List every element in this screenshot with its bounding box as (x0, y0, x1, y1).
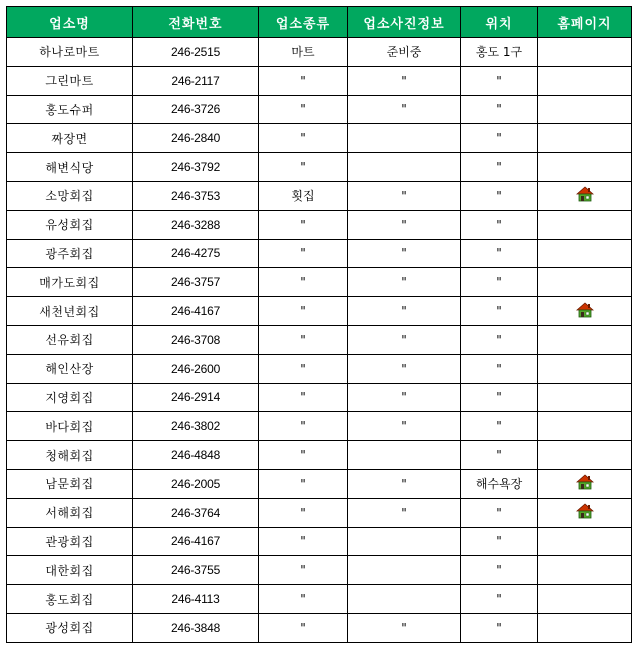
photo-cell: " (348, 613, 461, 642)
name-cell: 그린마트 (7, 66, 133, 95)
photo-cell: " (348, 412, 461, 441)
photo-cell: 준비중 (348, 38, 461, 67)
name-cell: 하나로마트 (7, 38, 133, 67)
type-cell: " (259, 325, 348, 354)
photo-cell: " (348, 354, 461, 383)
homepage-cell (538, 239, 632, 268)
location-cell: " (461, 527, 538, 556)
table-row (7, 181, 632, 210)
phone-cell: 246-3726 (133, 95, 259, 124)
home-icon[interactable] (576, 503, 594, 522)
table-row (7, 613, 632, 642)
type-cell: 횟집 (259, 181, 348, 210)
name-cell: 소망회집 (7, 181, 133, 210)
photo-cell: " (348, 325, 461, 354)
name-cell: 광주회집 (7, 239, 133, 268)
photo-cell: " (348, 66, 461, 95)
phone-cell: 246-4167 (133, 527, 259, 556)
table-row (7, 527, 632, 556)
name-cell: 서해회집 (7, 498, 133, 527)
location-cell: " (461, 66, 538, 95)
type-cell: " (259, 469, 348, 498)
photo-cell: " (348, 239, 461, 268)
type-cell: " (259, 498, 348, 527)
table-row (7, 354, 632, 383)
location-cell: " (461, 412, 538, 441)
photo-cell: " (348, 297, 461, 326)
homepage-cell (538, 38, 632, 67)
photo-cell (348, 153, 461, 182)
table-row (7, 153, 632, 182)
location-cell: " (461, 498, 538, 527)
homepage-cell (538, 354, 632, 383)
name-cell: 홍도슈퍼 (7, 95, 133, 124)
location-cell: " (461, 181, 538, 210)
homepage-cell (538, 66, 632, 95)
phone-cell: 246-3757 (133, 268, 259, 297)
table-body (7, 38, 632, 643)
photo-cell: " (348, 498, 461, 527)
phone-cell: 246-4167 (133, 297, 259, 326)
type-cell: " (259, 585, 348, 614)
type-cell: " (259, 441, 348, 470)
location-cell: " (461, 297, 538, 326)
table-row (7, 38, 632, 67)
type-cell: " (259, 527, 348, 556)
homepage-cell (538, 527, 632, 556)
table-row (7, 556, 632, 585)
name-cell: 유성회집 (7, 210, 133, 239)
phone-cell: 246-4113 (133, 585, 259, 614)
name-cell: 대한회집 (7, 556, 133, 585)
phone-cell: 246-3755 (133, 556, 259, 585)
phone-cell: 246-2515 (133, 38, 259, 67)
name-cell: 선유회집 (7, 325, 133, 354)
homepage-cell (538, 498, 632, 527)
homepage-cell (538, 153, 632, 182)
phone-cell: 246-3848 (133, 613, 259, 642)
name-cell: 지영회집 (7, 383, 133, 412)
phone-cell: 246-2914 (133, 383, 259, 412)
homepage-cell (538, 181, 632, 210)
type-cell: " (259, 210, 348, 239)
homepage-cell (538, 383, 632, 412)
type-cell: " (259, 153, 348, 182)
phone-cell: 246-4848 (133, 441, 259, 470)
homepage-cell (538, 441, 632, 470)
location-cell: " (461, 383, 538, 412)
type-cell: " (259, 268, 348, 297)
table-row (7, 469, 632, 498)
location-cell: " (461, 556, 538, 585)
name-cell: 해인산장 (7, 354, 133, 383)
home-icon[interactable] (576, 302, 594, 321)
homepage-cell (538, 585, 632, 614)
location-cell: " (461, 124, 538, 153)
location-cell: " (461, 354, 538, 383)
type-cell: 마트 (259, 38, 348, 67)
photo-cell: " (348, 210, 461, 239)
phone-cell: 246-2600 (133, 354, 259, 383)
header-name: 업소명 (7, 7, 133, 38)
header-photo: 업소사진정보 (348, 7, 461, 38)
location-cell: " (461, 441, 538, 470)
business-table (6, 6, 632, 643)
photo-cell: " (348, 181, 461, 210)
phone-cell: 246-4275 (133, 239, 259, 268)
phone-cell: 246-3708 (133, 325, 259, 354)
name-cell: 새천년회집 (7, 297, 133, 326)
location-cell: " (461, 210, 538, 239)
photo-cell: " (348, 469, 461, 498)
table-row (7, 297, 632, 326)
header-location: 위치 (461, 7, 538, 38)
table-row (7, 498, 632, 527)
header-type: 업소종류 (259, 7, 348, 38)
type-cell: " (259, 383, 348, 412)
phone-cell: 246-3753 (133, 181, 259, 210)
type-cell: " (259, 239, 348, 268)
homepage-cell (538, 325, 632, 354)
type-cell: " (259, 95, 348, 124)
homepage-cell (538, 95, 632, 124)
table-row (7, 268, 632, 297)
type-cell: " (259, 66, 348, 95)
header-phone: 전화번호 (133, 7, 259, 38)
phone-cell: 246-2005 (133, 469, 259, 498)
location-cell: " (461, 95, 538, 124)
photo-cell (348, 124, 461, 153)
location-cell: " (461, 268, 538, 297)
homepage-cell (538, 124, 632, 153)
table-row (7, 210, 632, 239)
homepage-cell (538, 297, 632, 326)
name-cell: 광성회집 (7, 613, 133, 642)
name-cell: 홍도회집 (7, 585, 133, 614)
phone-cell: 246-3802 (133, 412, 259, 441)
table-row (7, 441, 632, 470)
table-row (7, 124, 632, 153)
type-cell: " (259, 556, 348, 585)
location-cell: " (461, 239, 538, 268)
name-cell: 해변식당 (7, 153, 133, 182)
phone-cell: 246-3764 (133, 498, 259, 527)
location-cell: 홍도 1구 (461, 38, 538, 67)
header-row (7, 7, 632, 38)
table-row (7, 325, 632, 354)
location-cell: " (461, 325, 538, 354)
location-cell: " (461, 613, 538, 642)
type-cell: " (259, 412, 348, 441)
home-icon[interactable] (576, 474, 594, 493)
table-row (7, 95, 632, 124)
location-cell: " (461, 585, 538, 614)
table-row (7, 585, 632, 614)
homepage-cell (538, 210, 632, 239)
header-homepage: 홈페이지 (538, 7, 632, 38)
name-cell: 관광회집 (7, 527, 133, 556)
business-directory (6, 6, 631, 643)
table-row (7, 383, 632, 412)
name-cell: 바다회집 (7, 412, 133, 441)
homepage-cell (538, 412, 632, 441)
table-row (7, 239, 632, 268)
homepage-cell (538, 613, 632, 642)
photo-cell (348, 556, 461, 585)
name-cell: 청해회집 (7, 441, 133, 470)
photo-cell (348, 527, 461, 556)
photo-cell: " (348, 268, 461, 297)
location-cell: " (461, 153, 538, 182)
photo-cell: " (348, 95, 461, 124)
type-cell: " (259, 613, 348, 642)
type-cell: " (259, 354, 348, 383)
phone-cell: 246-2840 (133, 124, 259, 153)
location-cell: 해수욕장 (461, 469, 538, 498)
photo-cell (348, 585, 461, 614)
name-cell: 매가도회집 (7, 268, 133, 297)
home-icon[interactable] (576, 186, 594, 205)
homepage-cell (538, 556, 632, 585)
table-row (7, 66, 632, 95)
phone-cell: 246-3288 (133, 210, 259, 239)
type-cell: " (259, 297, 348, 326)
type-cell: " (259, 124, 348, 153)
table-row (7, 412, 632, 441)
homepage-cell (538, 469, 632, 498)
name-cell: 짜장면 (7, 124, 133, 153)
homepage-cell (538, 268, 632, 297)
photo-cell: " (348, 383, 461, 412)
name-cell: 남문회집 (7, 469, 133, 498)
photo-cell (348, 441, 461, 470)
phone-cell: 246-2117 (133, 66, 259, 95)
phone-cell: 246-3792 (133, 153, 259, 182)
